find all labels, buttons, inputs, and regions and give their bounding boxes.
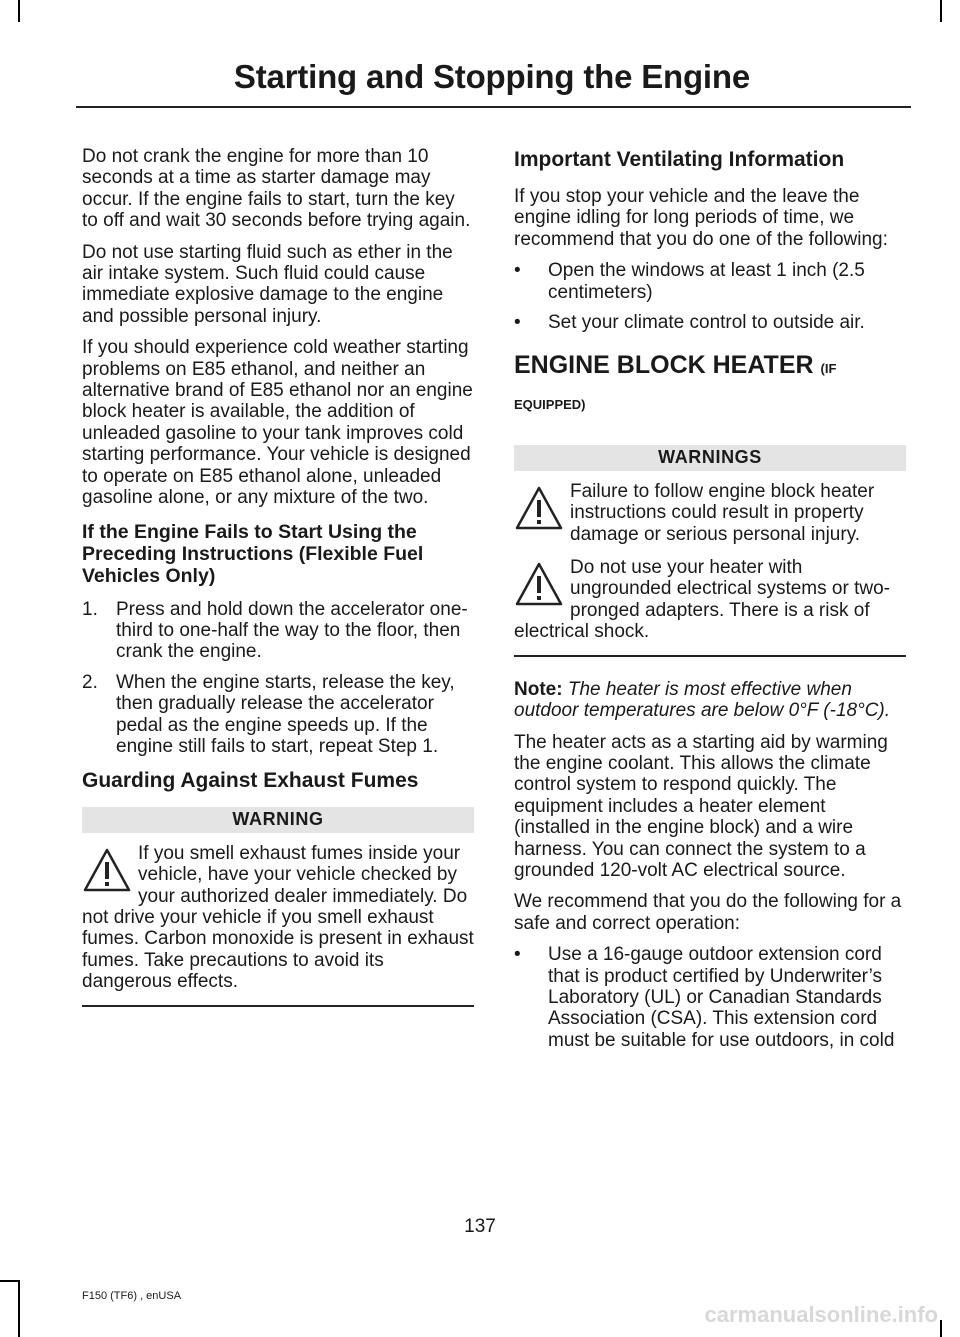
paragraph-recommendation: We recommend that you do the following for a safe and correct operation: [514,891,902,934]
step-item [82,672,474,758]
note [514,679,906,722]
right-column [514,146,906,1061]
step-number: 1. [82,598,98,620]
bullet: • [514,312,521,334]
paragraph-heater-description: The heater acts as a starting aid by warming the engine coolant. This allows the climate control system to respond quickly. The equipment includes a heater element (installed in the engine block) and a wire harness. You can connect the system to a grounded 120-volt AC electrical source. [514,731,888,881]
crop-mark-top-right [940,0,942,22]
paragraph-crank-limit: Do not crank the engine for more than 10 seconds at a time as starter damage may occur. If the engine fails to start, turn the key to off and wait 30 seconds before trying again. [82,146,471,232]
main-heading-qualifier: (IF [820,361,837,377]
list-item-text: Open the windows at least 1 inch (2.5 centimeters) [548,260,865,303]
step-number: 2. [82,671,98,693]
step-text: Press and hold down the accelerator one-third to one-half the way to the floor, then crank the engine. [116,598,468,663]
step-text: When the engine starts, release the key, then gradually release the accelerator pedal as the engine speeds up. If the engine still fails to start, repeat Step 1. [116,671,455,757]
warning-item [514,481,906,545]
warning-triangle-icon [82,847,132,893]
footer [82,1289,181,1304]
bullet: • [514,944,521,966]
paragraph-starting-fluid: Do not use starting fluid such as ether in the air intake system. Such fluid could cause immediate explosive damage to the engine and possible personal injury. [82,241,453,327]
warning-header: WARNING [82,807,474,832]
main-heading-text: ENGINE BLOCK HEATER [514,351,814,380]
watermark: carmanualsonline.info [704,1302,938,1327]
page-title: Starting and Stopping the Engine [233,58,750,95]
list-item [514,260,906,303]
list-item [514,944,906,1051]
warning-text: Do not use your heater with ungrounded electrical systems or two-pronged adapters. There is a risk of electrical shock. [514,557,890,643]
ventilating-list [514,260,906,333]
paragraph-idling: If you stop your vehicle and the leave the engine idling for long periods of time, we recommend that you do one of the following: [514,186,888,250]
note-label: Note: [514,678,563,700]
warning-rule [514,655,906,657]
list-item-text: Use a 16-gauge outdoor extension cord that is product certified by Underwriter’s Laboratory (UL) or Canadian Standards Association (CSA). This extension cord must be suitable for use outdoors, in cold [548,944,895,1051]
crop-mark-bottom-left [18,1280,20,1337]
header-rule [76,106,911,108]
paragraph-cold-weather: If you should experience cold weather starting problems on E85 ethanol, and neither an alternative brand of E85 ethanol nor an engine block heater is available, the addition of unleaded gasoline to your tank improves cold starting performance. Your vehicle is designed to operate on E85 ethanol alone, unleaded gasoline alone, or any mixture of the two. [82,337,473,509]
left-column [82,146,474,1029]
list-item-text: Set your climate control to outside air. [548,312,865,334]
step-item [82,599,474,663]
warning-rule [82,1005,474,1007]
steps-list [82,599,474,758]
main-heading-qualifier-2: EQUIPPED) [514,397,586,413]
bullet: • [514,260,521,282]
warning-text: If you smell exhaust fumes inside your vehicle, have your vehicle checked by your authorized dealer immediately. Do not drive your vehicle if you smell exhaust fumes. Carbon monoxide is present in exhaust fumes. Take precautions to avoid its dangerous effects. [82,842,474,993]
crop-mark-bottom-left-h [0,1280,18,1282]
warning-item [82,843,474,993]
warning-triangle-icon [514,485,564,531]
section-heading-ventilating: Important Ventilating Information [514,148,845,171]
list-item [514,312,906,333]
warning-item [514,557,906,643]
warning-triangle-icon [514,561,564,607]
subheading-engine-fails: If the Engine Fails to Start Using the Preceding Instructions (Flexible Fuel Vehicles Only) [82,520,424,587]
section-heading-exhaust: Guarding Against Exhaust Fumes [82,769,419,793]
page-number: 137 [464,1216,496,1237]
warning-text: Failure to follow engine block heater instructions could result in property damage or serious personal injury. [570,480,875,545]
note-text: The heater is most effective when outdoor temperatures are below 0°F (-18°C). [514,678,891,722]
footer-line: F150 (TF6) , enUSA [82,1290,182,1302]
recommendation-list [514,944,906,1051]
warnings-header: WARNINGS [514,445,906,470]
crop-mark-bottom-right [940,1320,942,1337]
crop-mark-top-left [18,0,20,22]
main-heading-block-heater [514,351,906,419]
